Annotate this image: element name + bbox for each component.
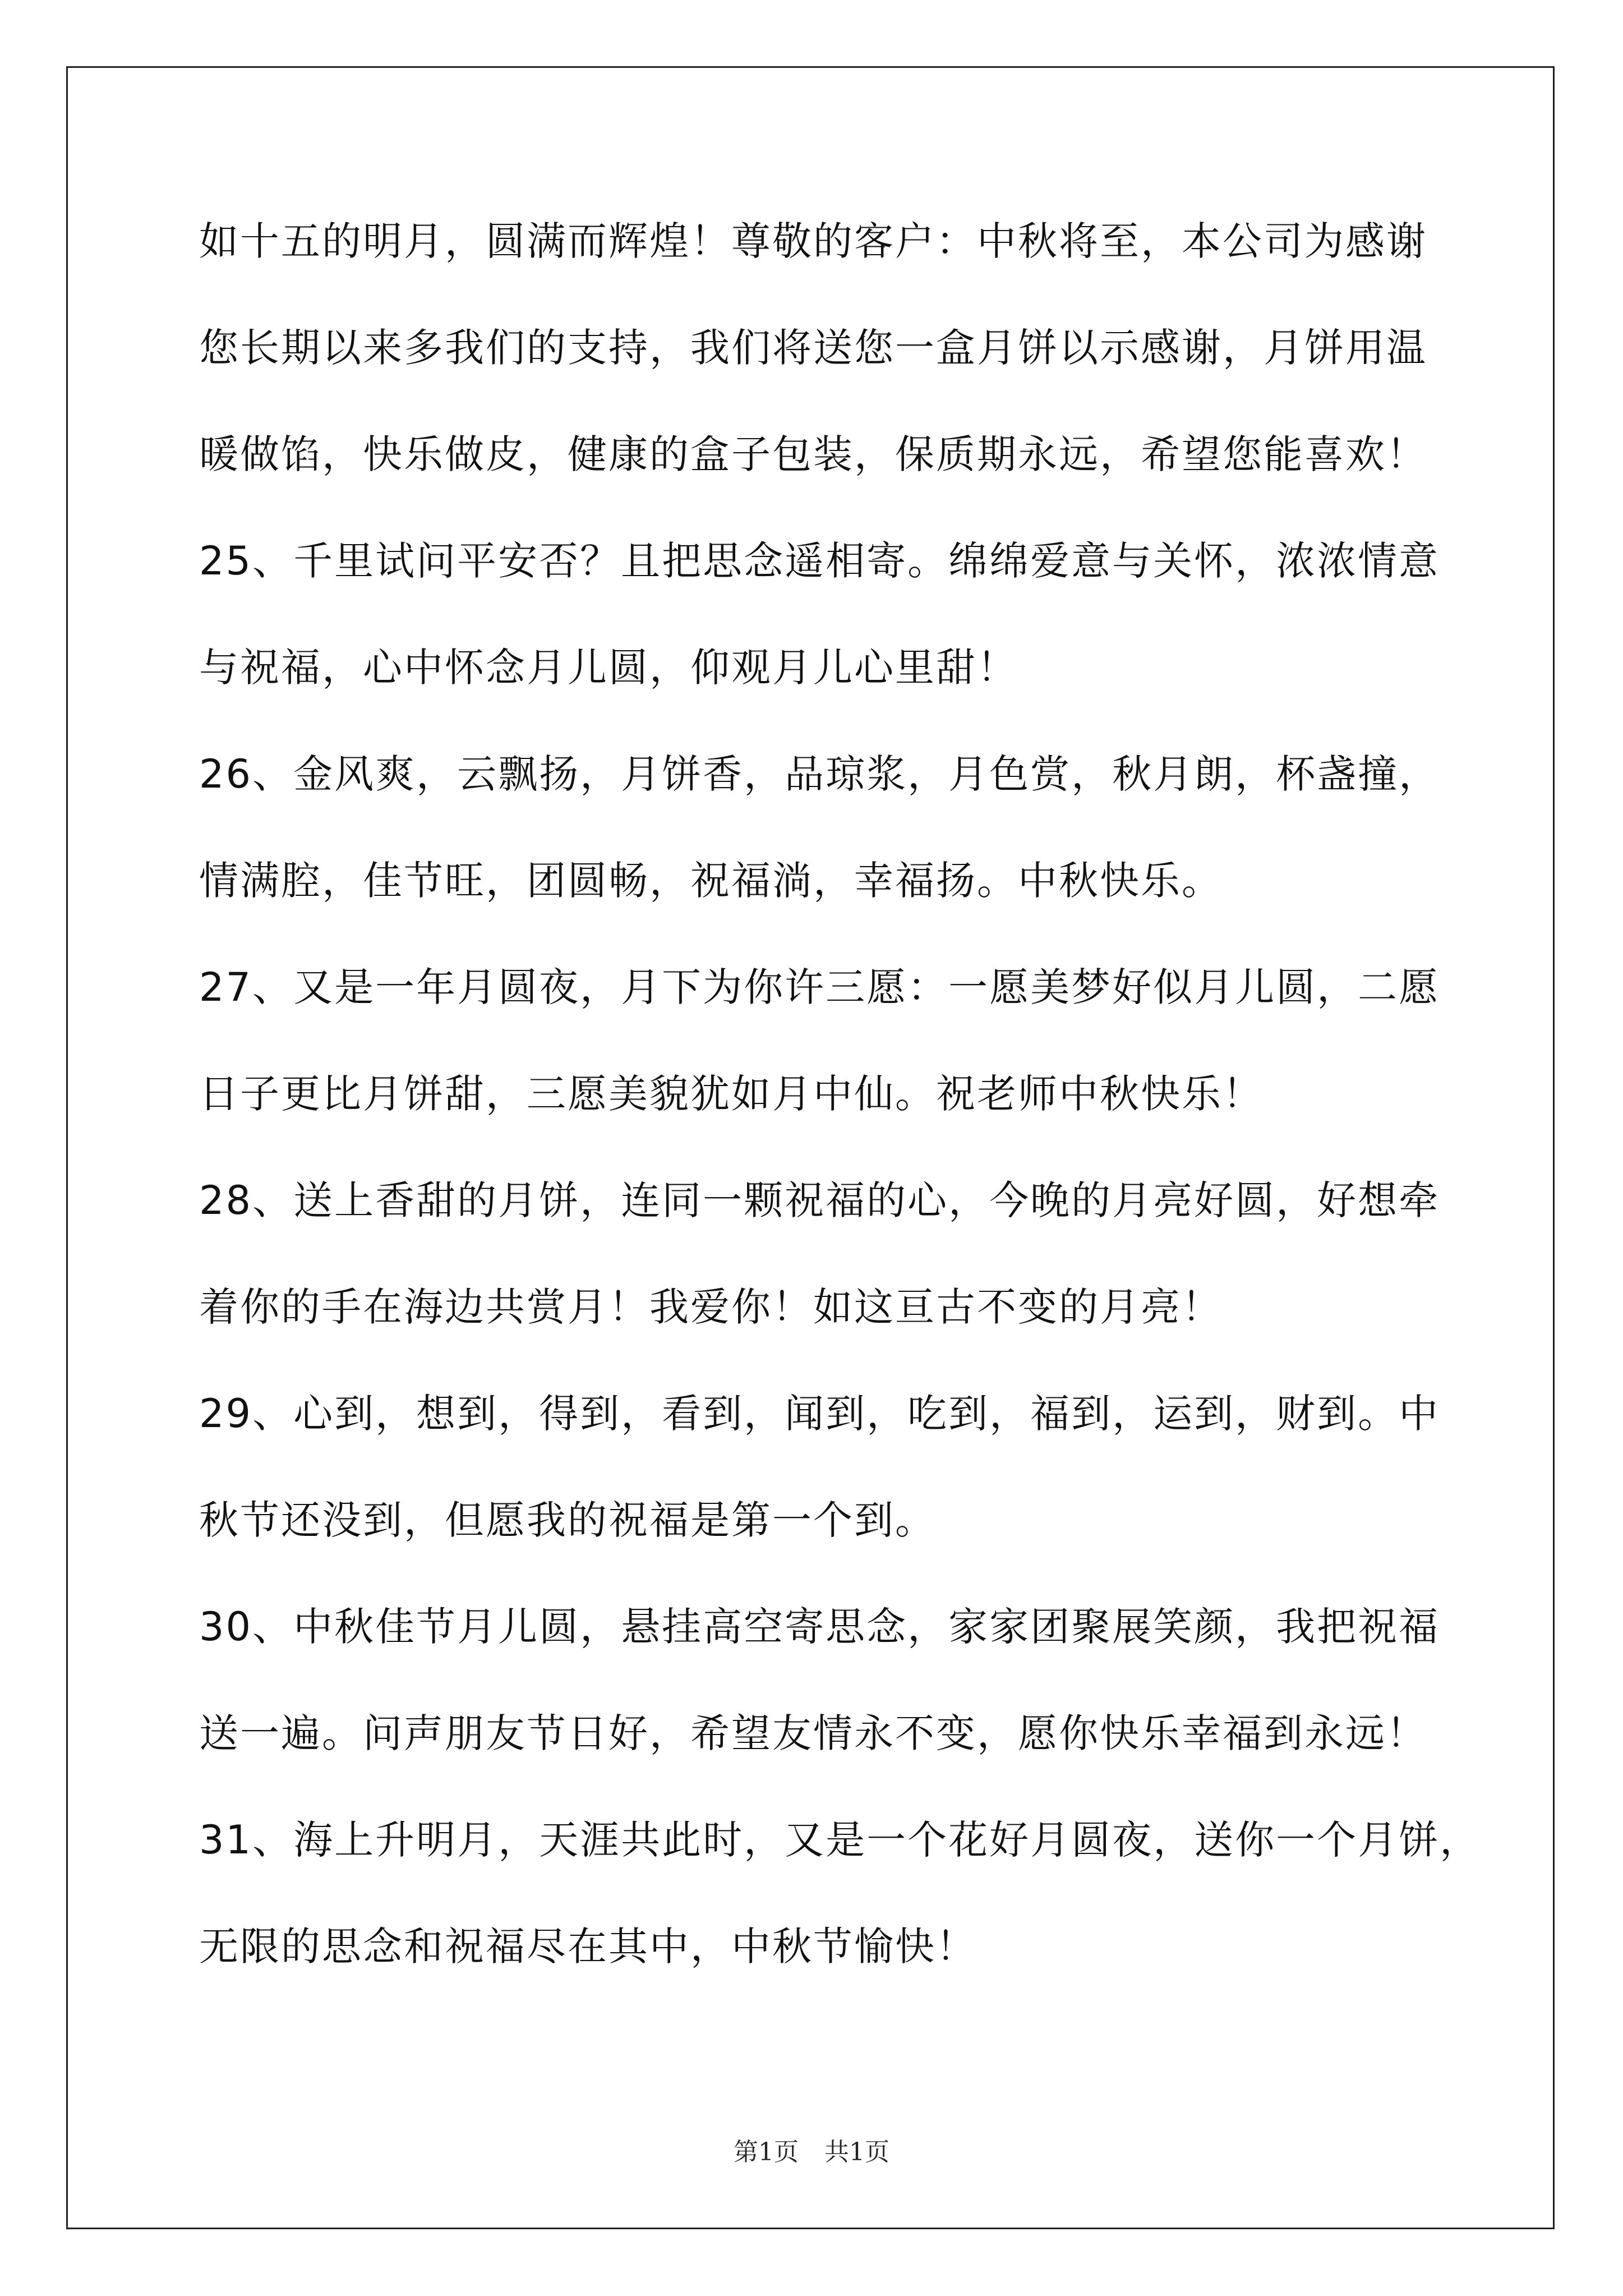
text-line: 与祝福，心中怀念月儿圆，仰观月儿心里甜！ bbox=[199, 645, 1018, 691]
text-line: 您长期以来多我们的支持，我们将送您一盒月饼以示感谢，月饼用温 bbox=[199, 325, 1427, 371]
text-line: 30、中秋佳节月儿圆，悬挂高空寄思念，家家团聚展笑颜，我把祝福 bbox=[199, 1604, 1440, 1650]
text-line: 情满腔，佳节旺，团圆畅，祝福淌，幸福扬。中秋快乐。 bbox=[199, 858, 1223, 904]
text-line: 秋节还没到，但愿我的祝福是第一个到。 bbox=[199, 1497, 936, 1543]
text-line: 如十五的明月，圆满而辉煌！尊敬的客户：中秋将至，本公司为感谢 bbox=[199, 218, 1427, 264]
text-line: 26、金风爽，云飘扬，月饼香，品琼浆，月色赏，秋月朗，杯盏撞， bbox=[199, 751, 1440, 797]
text-line: 28、送上香甜的月饼，连同一颗祝福的心，今晚的月亮好圆，好想牵 bbox=[199, 1177, 1440, 1223]
text-line: 31、海上升明月，天涯共此时，又是一个花好月圆夜，送你一个月饼， bbox=[199, 1817, 1481, 1863]
text-line: 着你的手在海边共赏月！我爱你！如这亘古不变的月亮！ bbox=[199, 1284, 1223, 1330]
text-line: 27、又是一年月圆夜，月下为你许三愿：一愿美梦好似月儿圆，二愿 bbox=[199, 964, 1440, 1010]
text-line: 25、千里试问平安否？且把思念遥相寄。绵绵爱意与关怀，浓浓情意 bbox=[199, 538, 1440, 584]
document-body bbox=[199, 213, 1481, 2025]
text-line: 暖做馅，快乐做皮，健康的盒子包装，保质期永远，希望您能喜欢！ bbox=[199, 431, 1427, 477]
page-number: 第1页 bbox=[734, 2138, 799, 2166]
page-footer bbox=[0, 2132, 1623, 2168]
page-total: 共1页 bbox=[824, 2138, 889, 2166]
text-line: 送一遍。问声朋友节日好，希望友情永不变，愿你快乐幸福到永远！ bbox=[199, 1710, 1427, 1756]
text-line: 29、心到，想到，得到，看到，闻到，吃到，福到，运到，财到。中 bbox=[199, 1391, 1440, 1437]
text-line: 无限的思念和祝福尽在其中，中秋节愉快！ bbox=[199, 1924, 977, 1970]
text-line: 日子更比月饼甜，三愿美貌犹如月中仙。祝老师中秋快乐！ bbox=[199, 1071, 1264, 1117]
